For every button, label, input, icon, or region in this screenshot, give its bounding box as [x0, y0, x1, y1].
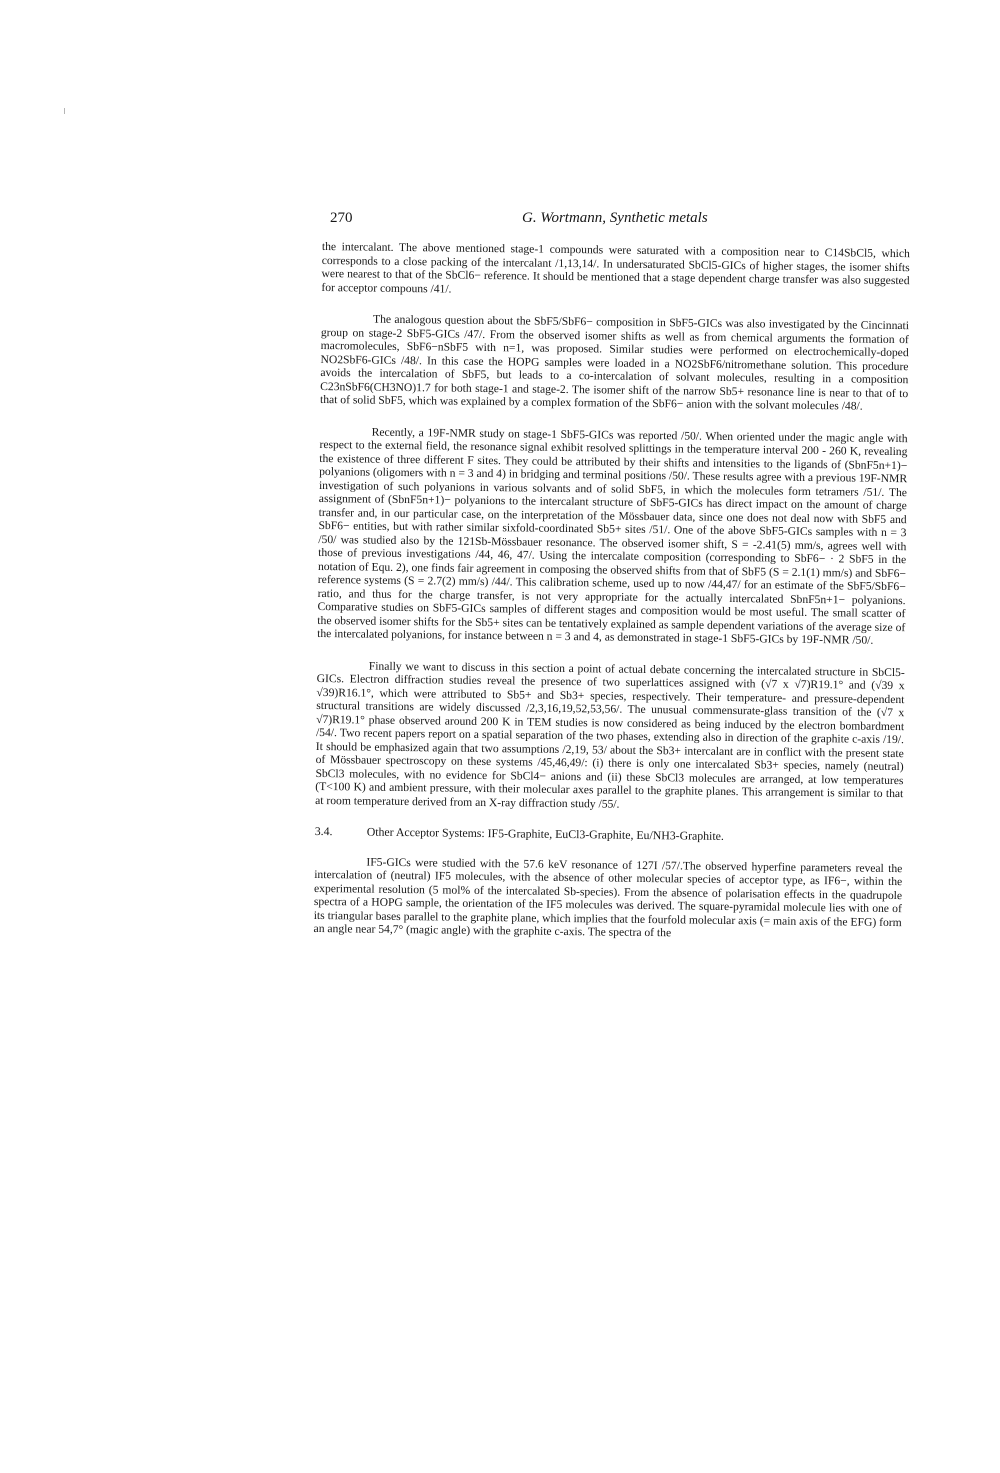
body-text [313, 240, 910, 961]
section-title: Other Acceptor Systems: IF5-Graphite, EuCl3-Graphite, Eu/NH3-Graphite. [366, 824, 724, 843]
paragraph-nmr-study: Recently, a 19F-NMR study on stage-1 SbF5-GICs was reported /50/. When oriented under the magic angle with respect to the external field, the resonance signal exhibit resolved splittings in the temperature interval 200 - 260 K, revealing the existence of three different F sites. They could be attributed by their shifts and intensities to the ligands of (SbnF5n+1)− polyanions (oligomers with n = 3 and 4) in bridging and terminal positions /50/. These results agree with a previous 19F-NMR investigation of such polyanions in various solvants and of solid SbF5, in which the molecules form tetramers /51/. The assignment of (SbnF5n+1)− polyanions to the intercalant structure of SbF5-GICs has direct impact on the amount of charge transfer and, in our particular case, on the interpretation of the Mössbauer data, since one does not deal now with SbF5 and SbF6− entities, but with rather similar sixfold-coordinated Sb5+ sites /51/. One of the above SbF5-GICs samples with n = 3 /50/ was studied also by the 121Sb-Mössbauer resonance. The observed isomer shift, S = -2.41(5) mm/s, agrees well with those of previous investigations /44, 46, 47/. Using the intercalate composition (corresponding to SbF6− · 2 SbF5 in the notation of Equ. 2), one finds fair agreement in composing the observed shifts from that of SbF5 (S = 2.1(1) mm/s) and SbF6− reference systems (S = 2.7(2) mm/s) /44/. This calibration scheme, used up to now /44,47/ for an estimate of the SbF5/SbF6− ratio, and thus for the charge transfer, is not very appropriate for the actually intercalated SbnF5n+1− polyanions. Comparative studies on SbF5-GICs samples of different stages and composition would be most useful. The small scatter of the observed isomer shifts for the Sb5+ sites can be tentatively explained as sample dependent variations of the average size of the intercalated polyanions, for instance between n = 3 and 4, as demonstrated in stage-1 SbF5-GICs by 19F-NMR /50/. [317, 425, 908, 647]
scan-speck [64, 108, 65, 114]
paragraph-if5-gics: IF5-GICs were studied with the 57.6 keV resonance of 127I /57/.The observed hyperfine parameters reveal the intercalation of (neutral) IF5 molecules, with the absence of other molecular species of acceptor type, as IF6−, within the experimental resolution (5 mol% of the intercalated Sb-species). From the absence of polarisation effects in the quadrupole spectra of a HOPG sample, the orientation of the IF5 molecules was derived. The square-pyramidal molecule lies with one of its triangular bases parallel to the graphite plane, which implies that the fourfold molecular axis (= main axis of the EFG) form an angle near 54,7° (magic angle) with the graphite c-axis. The spectra of the [313, 855, 903, 940]
section-number: 3.4. [314, 823, 333, 839]
page-header [330, 210, 910, 234]
paragraph-continuation: the intercalant. The above mentioned stage-1 compounds were saturated with a composition near to C14SbCl5, which corresponds to a close packing of the intercalant /1,13,14/. In undersaturated SbCl5-GICs of higher stages, the isomer shifts were nearest to that of the SbCl6− reference. It should be mentioned that a stage dependent charge transfer was also suggested for acceptor compouns /41/. [321, 240, 910, 296]
section-heading [315, 825, 903, 846]
paragraph-sbcl5-structure: Finally we want to discuss in this section a point of actual debate concerning the intercalated structure in SbCl5-GICs. Electron diffraction studies reveal the presence of two superlattices assigned with (√7 x √7)R19.1° and (√39 x √39)R16.1°, which were attributed to Sb5+ and Sb3+ species, respectively. Their temperature- and pressure-dependent structural transitions are widely discussed /2,3,16,19,52,53,56/. The unusual commensurate-glass transition of the (√7 x √7)R19.1° phase observed around 200 K in TEM studies is now considered as being induced by the electron bombardment /54/. Two recent papers report on a spatial separation of the two phases, extending also in direction of the graphite c-axis /19/. It should be emphasized again that two assumptions /2,19, 53/ about the Sb3+ intercalant are in conflict with the present state of Mössbauer spectroscopy on these systems /45,46,49/: (i) there is only one intercalated Sb3+ species, namely (neutral) SbCl3 molecules, with no evidence for SbCl4− anions and (ii) these SbCl3 molecules are arranged, at low temperatures (T<100 K) and ambient pressure, with their molecular axes parallel to the graphite planes. This arrangement is similar to that at room temperature derived from an X-ray diffraction study /55/. [315, 659, 905, 811]
running-head: G. Wortmann, Synthetic metals [522, 210, 708, 226]
paragraph-sbf5-composition: The analogous question about the SbF5/SbF6− composition in SbF5-GICs was also investigated by the Cincinnati group on stage-2 SbF5-GICs /47/. From the observed isomer shifts as well as from chemical arguments the formation of macromolecules, SbF6−nSbF5 with n=1, was proposed. Similar studies were performed on electrochemically-doped NO2SbF6-GICs /48/. In this case the HOPG samples were loaded in a NO2SbF6/nitromethane solution. This procedure avoids the intercalation of SbF5, but leads to a co-intercalation of solvant molecules, resulting in a composition C23nSbF6(CH3NO)1.7 for both stage-1 and stage-2. The isomer shift of the narrow Sb5+ resonance line is near to that of to that of solid SbF5, which was explained by a complex formation of the SbF6− anion with the solvant molecules /48/. [319, 312, 910, 413]
page-number: 270 [330, 210, 353, 226]
